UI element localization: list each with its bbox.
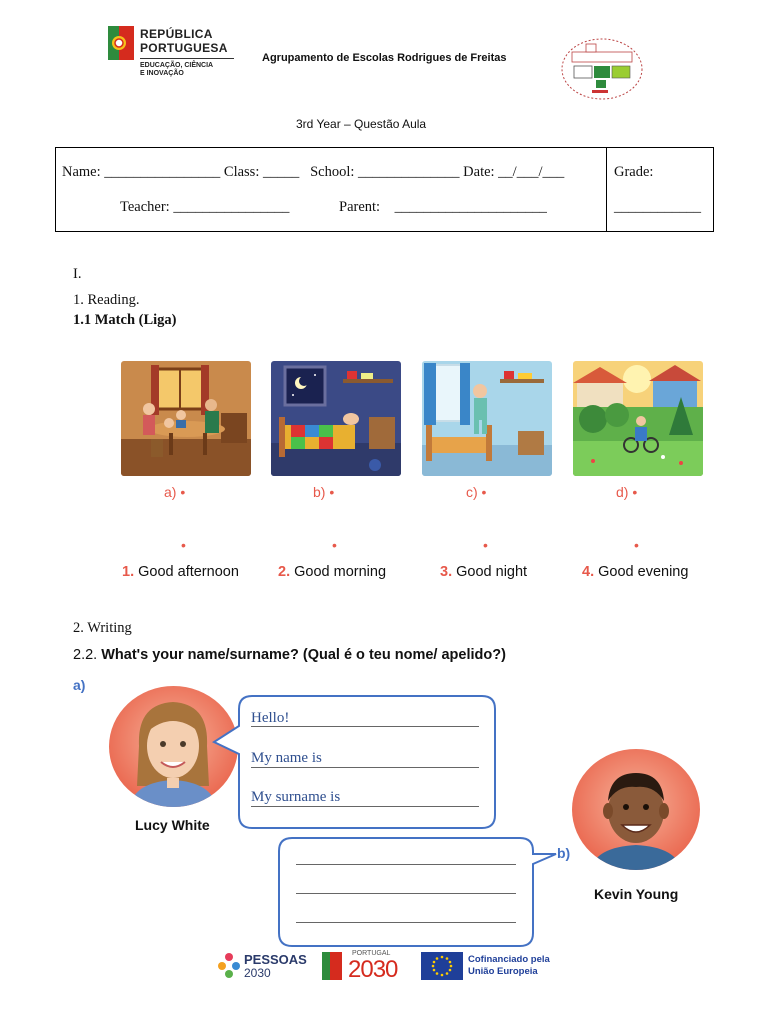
match-option-3: 3. Good night (440, 564, 528, 580)
picture-family-dinner (121, 361, 251, 476)
writing-question: 2.2. What's your name/surname? (Qual é o teu nome/ apelido?) (73, 647, 506, 663)
match-title: 1.1 Match (Liga) (73, 312, 177, 328)
bubble-a-hello: Hello! (251, 710, 290, 726)
caption-kevin: Kevin Young (594, 886, 679, 902)
portugal-flag-icon (322, 952, 342, 980)
bubble-a-line-2[interactable] (251, 767, 479, 768)
grade-line: ____________ (614, 199, 701, 215)
republica-portuguesa-logo (108, 26, 238, 84)
match-dot-4[interactable]: • (634, 537, 639, 553)
match-dot-3[interactable]: • (483, 537, 488, 553)
eu-text: Cofinanciado pela União Europeia (468, 954, 550, 977)
bubble-b-line-2[interactable] (296, 893, 516, 894)
student-info-box (55, 147, 714, 232)
gov-name: REPÚBLICA PORTUGUESA (140, 27, 228, 55)
eu-cofinanced-logo (421, 950, 553, 982)
label-a: a) (73, 677, 86, 693)
bubble-a-name: My name is (251, 750, 322, 766)
match-option-1: 1. Good afternoon (122, 564, 239, 580)
match-letter-b[interactable]: b) • (313, 484, 335, 500)
section-roman: I. (73, 266, 82, 282)
match-option-2: 2. Good morning (278, 564, 387, 580)
pessoas-icon (218, 952, 240, 978)
label-b: b) (557, 845, 571, 861)
picture-afternoon-park (573, 361, 703, 476)
match-option-4: 4. Good evening (582, 564, 689, 580)
gov-ministry: EDUCAÇÃO, CIÊNCIA E INOVAÇÃO (140, 62, 214, 77)
school-group-title: Agrupamento de Escolas Rodrigues de Freitas (262, 52, 507, 64)
grade-label: Grade: (614, 164, 654, 180)
pessoas-2030-logo: PESSOAS 2030 (218, 950, 306, 982)
reading-heading: 1. Reading. (73, 292, 140, 308)
info-teacher: Teacher: ________________ (120, 199, 290, 215)
subtitle: 3rd Year – Questão Aula (296, 117, 427, 131)
afternoon-park-image (573, 361, 703, 476)
family-dinner-image (121, 361, 251, 476)
school-seal-logo (560, 38, 644, 100)
picture-morning-bedroom (422, 361, 552, 476)
match-dot-2[interactable]: • (332, 537, 337, 553)
bubble-b-line-3[interactable] (296, 922, 516, 923)
match-letter-d[interactable]: d) • (616, 484, 638, 500)
info-row-1: Name: ________________ Class: _____ School: ______________ Date: __/___/___ (62, 164, 565, 180)
portugal-2030-logo: PORTUGAL 2030 (322, 950, 406, 984)
match-letter-a[interactable]: a) • (164, 484, 186, 500)
bubble-a-surname: My surname is (251, 789, 341, 805)
bubble-a-line-3[interactable] (251, 806, 479, 807)
picture-night-bedroom (271, 361, 401, 476)
bubble-b-line-1[interactable] (296, 864, 516, 865)
kevin-avatar (572, 749, 700, 870)
match-dot-1[interactable]: • (181, 537, 186, 553)
night-bedroom-image (271, 361, 401, 476)
bubble-a-line-1[interactable] (251, 726, 479, 727)
eu-flag-icon (421, 952, 463, 980)
match-letter-c[interactable]: c) • (466, 484, 487, 500)
portugal-shield-icon (108, 26, 134, 60)
writing-heading: 2. Writing (73, 620, 132, 636)
caption-lucy: Lucy White (135, 817, 210, 833)
morning-bedroom-image (422, 361, 552, 476)
info-parent: Parent: _____________________ (339, 199, 547, 215)
